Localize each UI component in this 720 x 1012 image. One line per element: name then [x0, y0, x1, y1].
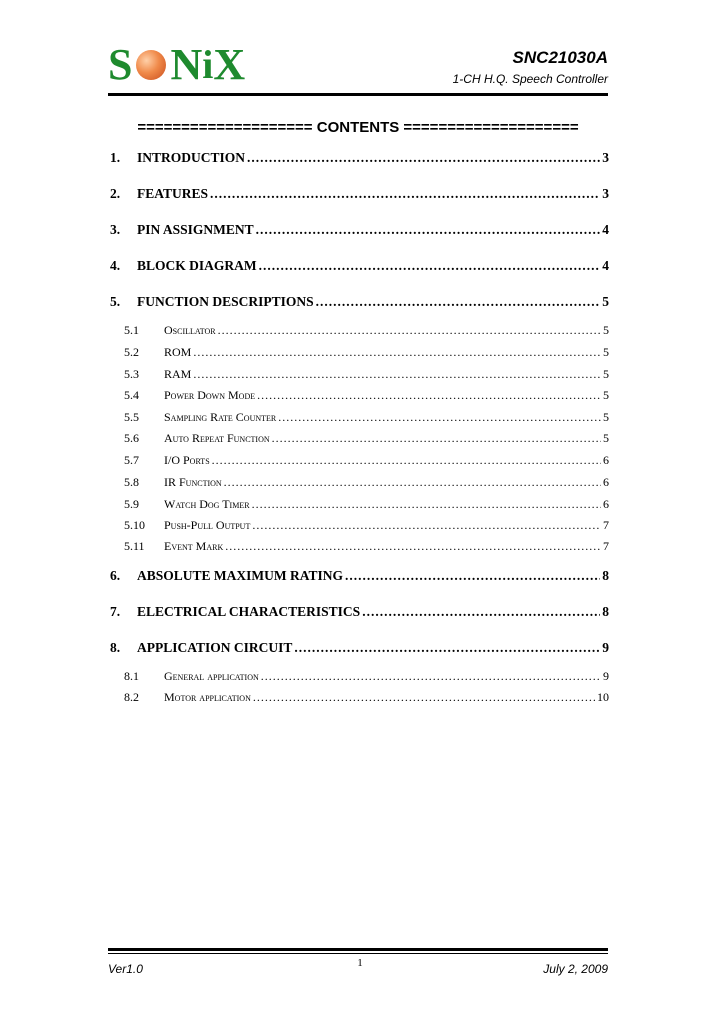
toc-page: 4: [602, 222, 609, 237]
toc-number: 5.: [110, 294, 121, 309]
toc-title: Sampling Rate Counter: [164, 410, 277, 424]
footer-rule: [108, 948, 608, 951]
toc-entry-event-mark[interactable]: [124, 539, 609, 554]
toc-entry-watch-dog-timer[interactable]: [124, 497, 609, 512]
toc-title: ELECTRICAL CHARACTERISTICS: [137, 604, 361, 619]
toc-title: General application: [164, 669, 259, 683]
toc-number: 5.4: [124, 388, 139, 402]
toc-title: APPLICATION CIRCUIT: [137, 640, 293, 655]
toc-leader: [256, 222, 601, 238]
toc-number: 3.: [110, 222, 121, 237]
toc-entry-introduction[interactable]: [110, 150, 609, 166]
toc-entry-io-ports[interactable]: [124, 453, 609, 468]
toc-leader: [272, 431, 601, 446]
logo-letter-n: N: [170, 40, 203, 89]
toc-entry-function-descriptions[interactable]: [110, 294, 609, 310]
toc-number: 8.1: [124, 669, 139, 683]
toc-entry-rom[interactable]: [124, 345, 609, 360]
toc-entry-power-down-mode[interactable]: [124, 388, 609, 403]
toc-leader: [224, 475, 601, 490]
toc-leader: [257, 388, 601, 403]
toc-leader: [212, 453, 601, 468]
toc-page: 8: [602, 568, 609, 583]
toc-leader: [345, 568, 600, 584]
toc-page: 5: [602, 294, 609, 309]
toc-page: 8: [602, 604, 609, 619]
toc-title: FUNCTION DESCRIPTIONS: [137, 294, 314, 309]
toc-title: Motor application: [164, 690, 251, 704]
toc-entry-ram[interactable]: [124, 367, 609, 382]
toc-entry-sampling-rate-counter[interactable]: [124, 410, 609, 425]
toc-title: Watch Dog Timer: [164, 497, 250, 511]
toc-leader: [316, 294, 601, 310]
toc-page: 5: [603, 367, 609, 381]
logo-letter-s: S: [108, 40, 133, 89]
toc-entry-auto-repeat-function[interactable]: [124, 431, 609, 446]
document-title: SNC21030A: [512, 48, 608, 67]
toc-title: Oscillator: [164, 323, 216, 337]
toc-leader: [218, 323, 601, 338]
toc-number: 5.8: [124, 475, 139, 489]
toc-entry-general-application[interactable]: [124, 669, 609, 684]
toc-entry-push-pull-output[interactable]: [124, 518, 609, 533]
toc-number: 2.: [110, 186, 121, 201]
toc-entry-absolute-maximum-rating[interactable]: [110, 568, 609, 584]
toc-page: 3: [602, 150, 609, 165]
toc-leader: [259, 258, 601, 274]
toc-number: 5.9: [124, 497, 139, 511]
toc-title: Auto Repeat Function: [164, 431, 270, 445]
toc-leader: [261, 669, 601, 684]
toc-entry-features[interactable]: [110, 186, 609, 202]
toc-page: 6: [603, 497, 609, 511]
toc-leader: [252, 518, 601, 533]
toc-page: 5: [603, 345, 609, 359]
toc-number: 8.2: [124, 690, 139, 704]
toc-title: RAM: [164, 367, 192, 381]
logo-letter-x: X: [213, 40, 246, 89]
toc-leader: [247, 150, 600, 166]
toc-entry-block-diagram[interactable]: [110, 258, 609, 274]
toc-number: 1.: [110, 150, 121, 165]
toc-page: 5: [603, 323, 609, 337]
toc-page: 9: [602, 640, 609, 655]
toc-entry-pin-assignment[interactable]: [110, 222, 609, 238]
toc-page: 5: [603, 410, 609, 424]
toc-title: IR Function: [164, 475, 222, 489]
toc-number: 5.5: [124, 410, 139, 424]
toc-title: INTRODUCTION: [137, 150, 246, 165]
toc-title: Power Down Mode: [164, 388, 256, 402]
toc-entry-ir-function[interactable]: [124, 475, 609, 490]
document-subtitle: 1-CH H.Q. Speech Controller: [452, 72, 608, 86]
logo-letter-i: i: [202, 42, 214, 87]
toc-page: 6: [603, 453, 609, 467]
footer-page-number: 1: [357, 957, 363, 969]
toc-title: Event Mark: [164, 539, 224, 553]
toc-number: 5.7: [124, 453, 139, 467]
toc-number: 8.: [110, 640, 121, 655]
footer-version: Ver1.0: [108, 962, 143, 976]
toc-number: 5.2: [124, 345, 139, 359]
toc-number: 5.6: [124, 431, 139, 445]
footer-rule-thin: [108, 953, 608, 954]
toc-title: ROM: [164, 345, 192, 359]
toc-entry-application-circuit[interactable]: [110, 640, 609, 656]
toc-number: 6.: [110, 568, 121, 583]
toc-leader: [225, 539, 601, 554]
toc-title: Push-Pull Output: [164, 518, 251, 532]
toc-page: 9: [603, 669, 609, 683]
toc-leader: [294, 640, 600, 656]
toc-number: 5.1: [124, 323, 139, 337]
toc-page: 4: [602, 258, 609, 273]
toc-title: PIN ASSIGNMENT: [137, 222, 254, 237]
toc-leader: [252, 497, 601, 512]
toc-leader: [362, 604, 600, 620]
toc-entry-oscillator[interactable]: [124, 323, 609, 338]
toc-page: 10: [597, 690, 609, 704]
toc-leader: [193, 345, 601, 360]
toc-title: FEATURES: [137, 186, 209, 201]
toc-number: 7.: [110, 604, 121, 619]
toc-number: 5.10: [124, 518, 145, 532]
toc-page: 5: [603, 388, 609, 402]
toc-title: ABSOLUTE MAXIMUM RATING: [137, 568, 344, 583]
toc-entry-electrical-characteristics[interactable]: [110, 604, 609, 620]
footer-date: July 2, 2009: [543, 962, 608, 976]
toc-leader: [210, 186, 600, 202]
toc-entry-motor-application[interactable]: [124, 690, 609, 705]
toc-title: I/O Ports: [164, 453, 210, 467]
toc-page: 5: [603, 431, 609, 445]
contents-heading: ==================== CONTENTS ====================: [137, 119, 579, 136]
toc-leader: [253, 690, 595, 705]
toc-leader: [193, 367, 601, 382]
toc-number: 5.3: [124, 367, 139, 381]
toc-page: 7: [603, 518, 609, 532]
toc-page: 6: [603, 475, 609, 489]
toc-number: 5.11: [124, 539, 145, 553]
toc-page: 3: [602, 186, 609, 201]
toc-title: BLOCK DIAGRAM: [137, 258, 257, 273]
toc-number: 4.: [110, 258, 121, 273]
toc-page: 7: [603, 539, 609, 553]
toc-leader: [278, 410, 601, 425]
